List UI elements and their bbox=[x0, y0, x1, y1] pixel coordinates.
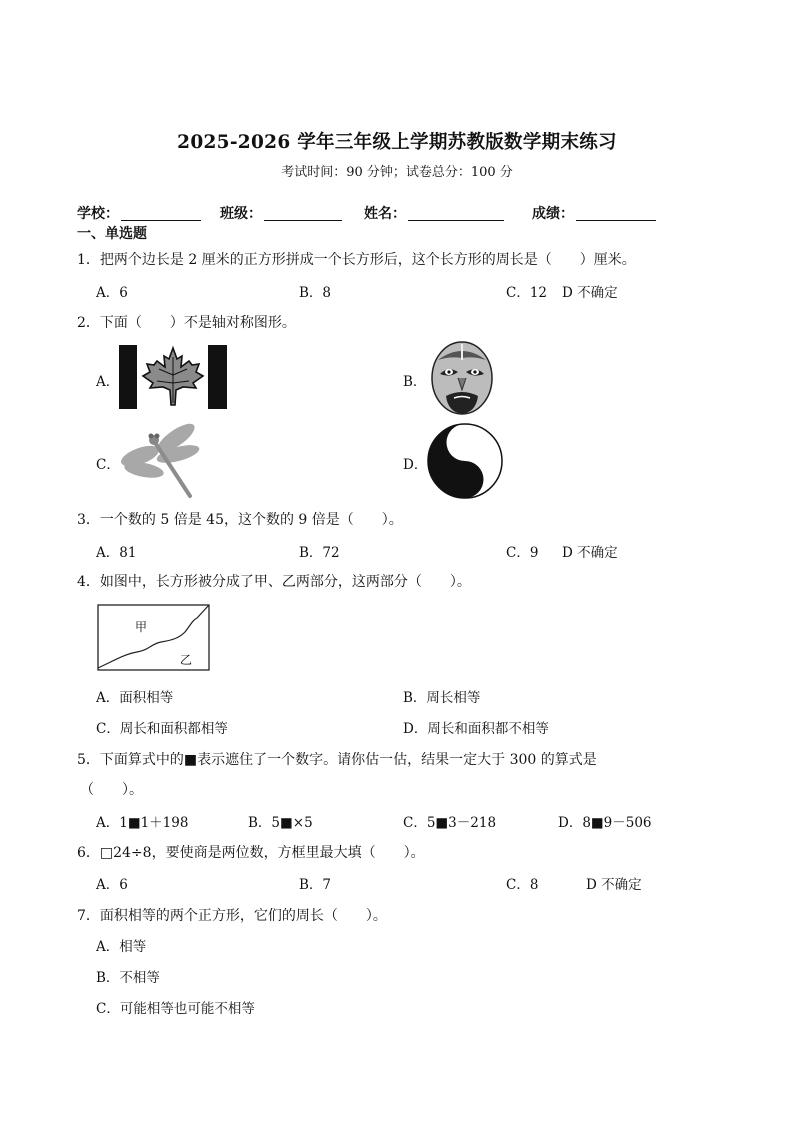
q1-option-a[interactable]: A．6 bbox=[96, 285, 128, 301]
school-field bbox=[77, 203, 201, 223]
q3-option-c[interactable]: C．9 bbox=[506, 545, 539, 561]
score-field bbox=[532, 203, 656, 223]
q6-option-b[interactable]: B．7 bbox=[299, 877, 332, 893]
q4-option-c[interactable]: C．周长和面积都相等 bbox=[96, 721, 228, 737]
class-field bbox=[220, 203, 342, 223]
page-title: 2025-2026 学年三年级上学期苏教版数学期末练习 bbox=[177, 132, 617, 153]
divided-rectangle-figure bbox=[97, 604, 210, 671]
opera-mask-image bbox=[428, 340, 496, 416]
q5-option-b[interactable]: B．5■×5 bbox=[248, 815, 313, 831]
q4-option-a[interactable]: A．面积相等 bbox=[96, 690, 174, 706]
q2-option-c[interactable]: C． bbox=[96, 457, 120, 473]
q4-option-b[interactable]: B．周长相等 bbox=[403, 690, 481, 706]
q3-option-b[interactable]: B．72 bbox=[299, 545, 340, 561]
maple-leaf-flag-image bbox=[119, 345, 227, 409]
q2-option-b[interactable]: B． bbox=[403, 374, 427, 390]
name-label: 姓名： bbox=[364, 206, 406, 222]
question-5-blank: （ ）。 bbox=[80, 782, 143, 798]
q1-option-b[interactable]: B．8 bbox=[299, 285, 332, 301]
section-heading: 一、单选题 bbox=[77, 226, 147, 242]
q6-option-c[interactable]: C．8 bbox=[506, 877, 539, 893]
q7-option-c[interactable]: C．可能相等也可能不相等 bbox=[96, 1001, 255, 1017]
q5-option-a[interactable]: A．1■1＋198 bbox=[96, 815, 189, 831]
school-label: 学校： bbox=[77, 206, 119, 222]
yin-yang-image bbox=[427, 423, 503, 499]
question-2: 2．下面（ ）不是轴对称图形。 bbox=[77, 315, 296, 331]
q7-option-a[interactable]: A．相等 bbox=[96, 939, 147, 955]
q4-option-d[interactable]: D．周长和面积都不相等 bbox=[403, 721, 549, 737]
class-label: 班级： bbox=[220, 206, 262, 222]
score-label: 成绩： bbox=[532, 206, 574, 222]
q3-option-a[interactable]: A．81 bbox=[96, 545, 137, 561]
q5-option-d[interactable]: D．8■9－506 bbox=[558, 815, 652, 831]
question-1: 1．把两个边长是 2 厘米的正方形拼成一个长方形后，这个长方形的周长是（ ）厘米。 bbox=[77, 252, 636, 268]
q3-option-d[interactable]: D 不确定 bbox=[562, 545, 618, 561]
question-4: 4．如图中，长方形被分成了甲、乙两部分，这两部分（ ）。 bbox=[77, 574, 471, 590]
q1-option-c[interactable]: C．12 bbox=[506, 285, 548, 301]
name-blank[interactable] bbox=[408, 206, 504, 221]
question-7: 7．面积相等的两个正方形，它们的周长（ ）。 bbox=[77, 908, 387, 924]
name-field bbox=[364, 203, 504, 223]
exam-subtitle: 考试时间：90 分钟；试卷总分：100 分 bbox=[281, 165, 513, 180]
question-5: 5．下面算式中的■表示遮住了一个数字。请你估一估，结果一定大于 300 的算式是 bbox=[77, 752, 597, 768]
q2-option-d[interactable]: D． bbox=[403, 457, 428, 473]
question-6: 6．□24÷8，要使商是两位数，方框里最大填（ ）。 bbox=[77, 845, 425, 861]
q6-option-a[interactable]: A．6 bbox=[96, 877, 128, 893]
q2-option-a[interactable]: A． bbox=[96, 374, 120, 390]
q5-option-c[interactable]: C．5■3－218 bbox=[403, 815, 497, 831]
dragonfly-image bbox=[118, 420, 202, 500]
region-label-yi: 乙 bbox=[180, 653, 193, 667]
q7-option-b[interactable]: B．不相等 bbox=[96, 970, 160, 986]
question-3: 3．一个数的 5 倍是 45，这个数的 9 倍是（ ）。 bbox=[77, 512, 403, 528]
q1-option-d[interactable]: D 不确定 bbox=[562, 285, 618, 301]
region-label-jia: 甲 bbox=[135, 620, 148, 634]
class-blank[interactable] bbox=[264, 206, 342, 221]
school-blank[interactable] bbox=[121, 206, 201, 221]
q6-option-d[interactable]: D 不确定 bbox=[586, 877, 642, 893]
score-blank[interactable] bbox=[576, 206, 656, 221]
